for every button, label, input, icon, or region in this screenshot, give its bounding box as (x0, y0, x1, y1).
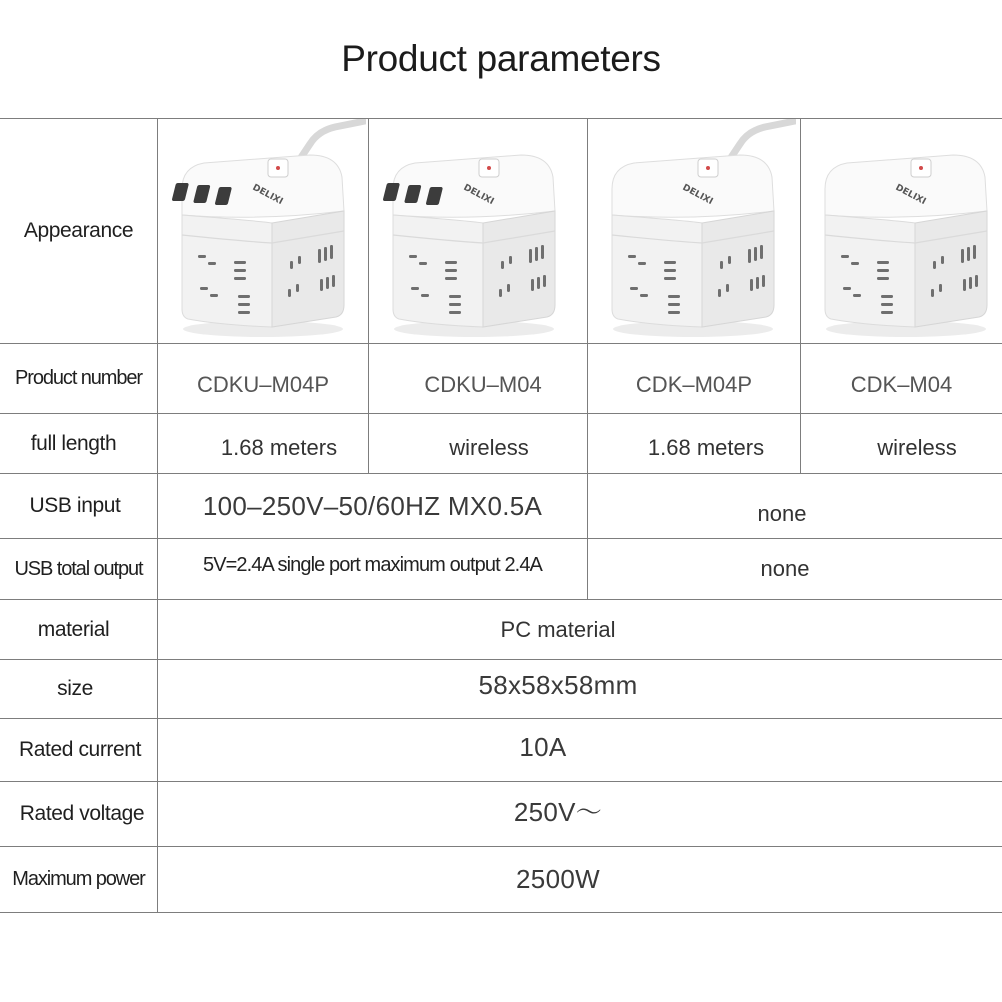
socket-slot (969, 277, 972, 289)
socket-slot (961, 249, 964, 263)
rated-voltage-value: 250V～ (513, 796, 603, 827)
socket-slot (748, 249, 751, 263)
socket-slot (531, 279, 534, 291)
socket-slot (449, 311, 461, 314)
socket-slot (332, 275, 335, 287)
socket-slot (324, 247, 327, 261)
socket-slot (750, 279, 753, 291)
cube-left-face (612, 215, 702, 327)
socket-slot (853, 294, 861, 297)
socket-slot (756, 277, 759, 289)
socket-slot (535, 247, 538, 261)
usb-input-value: 100–250V–50/60HZ MX0.5A (202, 490, 543, 521)
socket-slot (411, 287, 419, 290)
row-label-size: size (57, 677, 93, 700)
socket-slot (296, 284, 299, 292)
socket-slot (664, 277, 676, 280)
socket-slot (640, 294, 648, 297)
socket-slot (543, 275, 546, 287)
product-image-cdku-m04p (160, 119, 366, 341)
power-cube-icon (160, 119, 366, 341)
socket-slot (449, 303, 461, 306)
socket-slot (881, 311, 893, 314)
usb-input-none: none (757, 501, 807, 526)
row-label-rated-voltage: Rated voltage (19, 802, 145, 825)
full-length-cell: 1.68 meters (220, 435, 338, 460)
socket-slot (421, 294, 429, 297)
row-label-appearance: Appearance (23, 219, 134, 242)
socket-slot (507, 284, 510, 292)
product-number-cell: CDK–M04 (850, 372, 953, 397)
socket-slot (877, 261, 889, 264)
cube-left-face (393, 215, 483, 327)
rated-current-value: 10A (519, 731, 567, 762)
socket-slot (841, 255, 849, 258)
socket-slot (409, 255, 417, 258)
table-border-bottom (0, 912, 1002, 913)
socket-slot (668, 295, 680, 298)
socket-slot (537, 277, 540, 289)
socket-slot (234, 269, 246, 272)
socket-slot (238, 303, 250, 306)
full-length-cell: wireless (449, 435, 529, 460)
power-indicator-icon (706, 166, 710, 170)
socket-slot (638, 262, 646, 265)
socket-slot (238, 311, 250, 314)
product-image-cdk-m04 (803, 119, 1002, 341)
socket-slot (234, 277, 246, 280)
socket-slot (668, 311, 680, 314)
socket-slot (664, 261, 676, 264)
brand-logo: DELIXI (250, 182, 285, 208)
brand-logo: DELIXI (893, 182, 928, 208)
socket-slot (320, 279, 323, 291)
socket-slot (198, 255, 206, 258)
row-label-material: material (37, 617, 110, 641)
power-cube-icon (803, 119, 1002, 341)
socket-slot (931, 289, 934, 297)
socket-slot (330, 245, 333, 259)
product-image-cdku-m04 (371, 119, 577, 341)
power-indicator-icon (487, 166, 491, 170)
socket-slot (843, 287, 851, 290)
cube-right-face (915, 211, 987, 327)
socket-slot (668, 303, 680, 306)
maximum-power-value: 2500W (516, 863, 600, 894)
product-number-cell: CDKU–M04 (424, 372, 542, 397)
socket-slot (529, 249, 532, 263)
product-number-cell: CDKU–M04P (196, 372, 330, 397)
socket-slot (445, 277, 457, 280)
socket-slot (881, 303, 893, 306)
power-indicator-icon (919, 166, 923, 170)
socket-slot (877, 269, 889, 272)
socket-slot (939, 284, 942, 292)
socket-slot (326, 277, 329, 289)
socket-slot (210, 294, 218, 297)
socket-slot (318, 249, 321, 263)
socket-slot (941, 256, 944, 264)
socket-slot (234, 261, 246, 264)
socket-slot (877, 277, 889, 280)
socket-slot (541, 245, 544, 259)
row-label-product-number: Product number (15, 367, 142, 389)
socket-slot (298, 256, 301, 264)
socket-slot (933, 261, 936, 269)
row-label-rated-current: Rated current (18, 738, 142, 761)
socket-slot (290, 261, 293, 269)
socket-slot (975, 275, 978, 287)
socket-slot (445, 261, 457, 264)
socket-slot (630, 287, 638, 290)
socket-slot (509, 256, 512, 264)
usb-output-none: none (760, 556, 810, 581)
socket-slot (963, 279, 966, 291)
cube-right-face (702, 211, 774, 327)
socket-slot (664, 269, 676, 272)
row-label-full-length: full length (30, 431, 117, 455)
product-number-cell: CDK–M04P (635, 372, 753, 397)
product-image-cdk-m04p (590, 119, 796, 341)
cube-left-face (825, 215, 915, 327)
socket-slot (288, 289, 291, 297)
power-cube-icon (590, 119, 796, 341)
row-label-maximum-power: Maximum power (12, 868, 145, 890)
size-value: 58x58x58mm (478, 669, 638, 700)
row-label-usb-input: USB input (29, 494, 121, 517)
socket-slot (501, 261, 504, 269)
socket-slot (238, 295, 250, 298)
power-indicator-icon (276, 166, 280, 170)
socket-slot (881, 295, 893, 298)
page-title: Product parameters (341, 38, 661, 79)
socket-slot (754, 247, 757, 261)
socket-slot (726, 284, 729, 292)
socket-slot (728, 256, 731, 264)
socket-slot (967, 247, 970, 261)
socket-slot (499, 289, 502, 297)
brand-logo: DELIXI (461, 182, 496, 208)
socket-slot (973, 245, 976, 259)
socket-slot (762, 275, 765, 287)
usb-output-value: 5V=2.4A single port maximum output 2.4A (202, 553, 542, 576)
socket-slot (851, 262, 859, 265)
full-length-cell: wireless (877, 435, 957, 460)
socket-slot (718, 289, 721, 297)
socket-slot (200, 287, 208, 290)
socket-slot (449, 295, 461, 298)
socket-slot (445, 269, 457, 272)
full-length-cell: 1.68 meters (647, 435, 765, 460)
power-cube-icon (371, 119, 577, 341)
cube-left-face (182, 215, 272, 327)
cube-right-face (272, 211, 344, 327)
row-label-usb-total-output: USB total output (14, 557, 143, 580)
brand-logo: DELIXI (680, 182, 715, 208)
socket-slot (720, 261, 723, 269)
socket-slot (419, 262, 427, 265)
cube-right-face (483, 211, 555, 327)
socket-slot (628, 255, 636, 258)
socket-slot (760, 245, 763, 259)
material-value: PC material (500, 616, 616, 642)
socket-slot (208, 262, 216, 265)
